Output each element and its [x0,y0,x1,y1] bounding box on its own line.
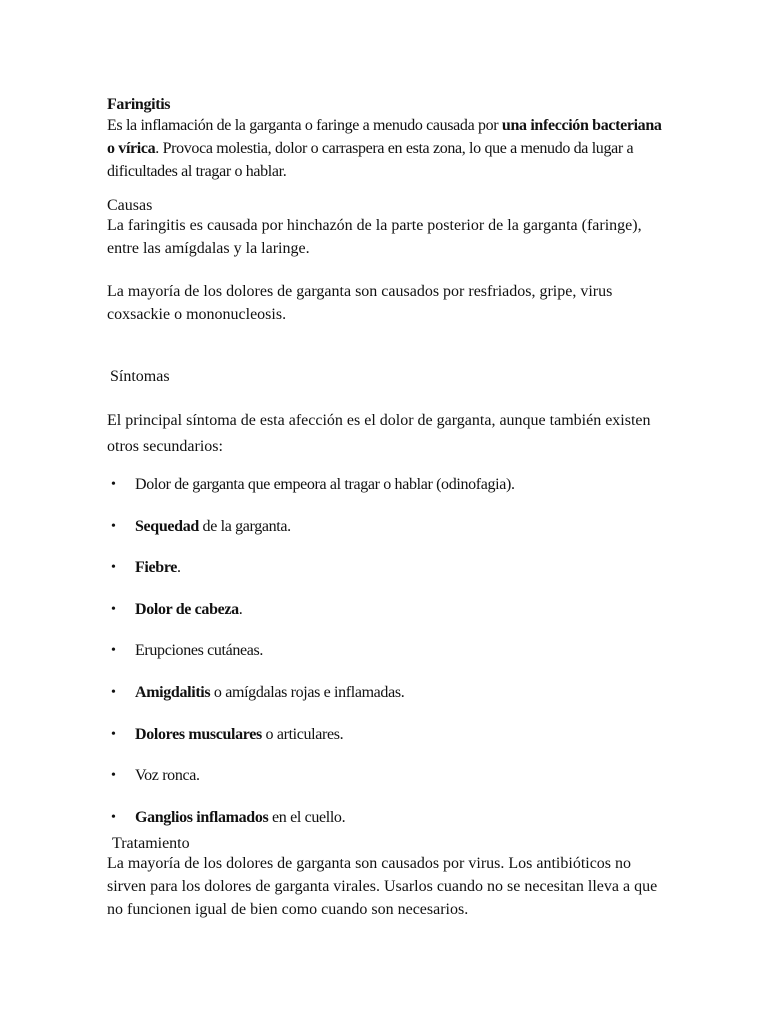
list-item [107,681,667,723]
list-item [107,473,667,515]
list-item-bold-text: Dolor de cabeza [135,600,239,618]
list-item [107,598,667,640]
list-item-bold-text: Dolores musculares [135,725,262,743]
list-item-text: Erupciones cutáneas. [135,642,264,660]
list-item-text: o articulares. [261,725,344,743]
bullet-icon: • [111,726,116,742]
bullet-icon: • [111,768,116,784]
bullet-icon: • [111,518,116,534]
bullet-icon: • [111,684,116,700]
causas-paragraph-1: La faringitis es causada por hinchazón de la parte posterior de la garganta (faringe), entre las amígdalas y la laringe. [107,217,642,257]
list-item-text: . [238,600,243,618]
list-item-text: Dolor de garganta que empeora al tragar o hablar (odinofagia). [135,476,515,493]
list-item [107,556,667,598]
list-item [107,723,667,765]
list-item-bold-text: Fiebre [135,559,178,577]
faringitis-intro-paragraph [107,114,667,183]
list-item [107,639,667,681]
sintomas-intro-paragraph: El principal síntoma de esta afección es el dolor de garganta, aunque también existen otros secundarios: [107,412,651,455]
symptom-list [107,473,667,847]
list-item-text: Voz ronca. [135,767,200,785]
section-heading-sintomas: Síntomas [110,368,170,385]
bullet-icon: • [111,477,116,492]
intro-run-bold: una infección bacteriana o vírica [107,117,662,157]
list-item-text: o amígdalas rojas e inflamadas. [210,683,405,701]
list-item [107,515,667,557]
section-heading-tratamiento: Tratamiento [112,835,190,852]
section-title-faringitis: Faringitis [107,96,171,113]
list-item-bold-text: Sequedad [135,517,199,535]
list-item-text: de la garganta. [198,517,291,535]
intro-run: . Provoca molestia, dolor o carraspera en esta zona, lo que a menudo da lugar a dificultades al tragar o hablar. [107,140,634,180]
section-heading-causas: Causas [107,197,153,214]
intro-run: Es la inflamación de la garganta o faringe a menudo causada por [107,117,502,134]
list-item-text: . [177,559,181,577]
bullet-icon: • [111,643,116,659]
list-item-text: en el cuello. [268,808,346,826]
tratamiento-paragraph: La mayoría de los dolores de garganta son causados por virus. Los antibióticos no sirven para los dolores de garganta virales. Usarlos cuando no se necesitan lleva a que no funcionen igual de bien como cuando son necesarios. [107,855,658,918]
bullet-icon: • [111,809,116,825]
bullet-icon: • [111,601,116,617]
causas-paragraph-2: La mayoría de los dolores de garganta son causados por resfriados, gripe, virus coxsackie o mononucleosis. [107,283,613,323]
list-item-bold-text: Ganglios inflamados [135,808,269,826]
list-item [107,764,667,806]
list-item-bold-text: Amigdalitis [135,683,211,701]
bullet-icon: • [111,560,116,576]
